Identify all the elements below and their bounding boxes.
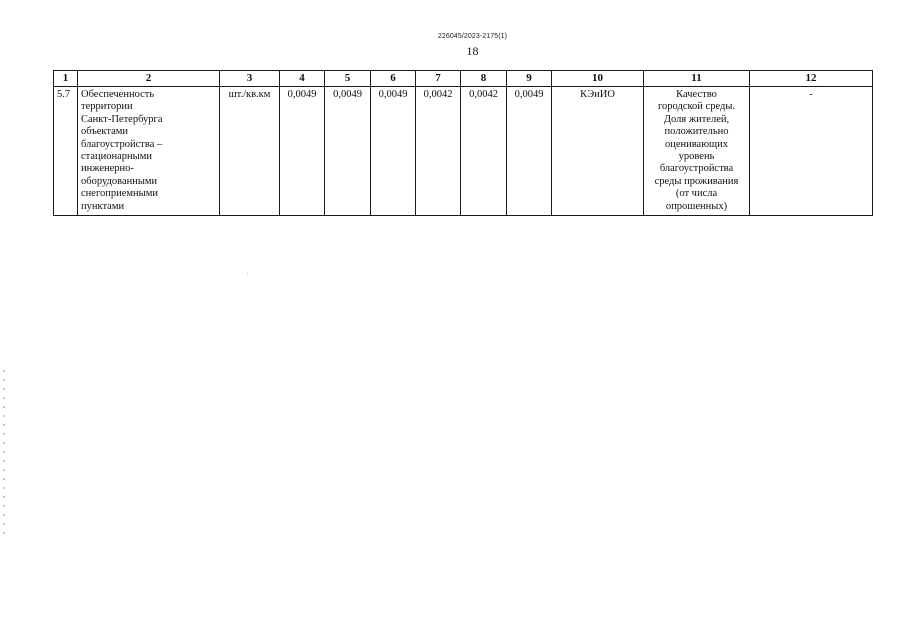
source-line: опрошенных) <box>665 200 728 212</box>
document-id: 226045/2023-2175(1) <box>437 33 508 40</box>
table-header-row <box>54 71 873 87</box>
value-cell: 0,0049 <box>507 87 552 216</box>
scan-margin-marks <box>3 370 5 540</box>
value-cell: 0,0049 <box>371 87 416 216</box>
header-cell-4: 4 <box>280 71 325 87</box>
header-cell-5: 5 <box>325 71 371 87</box>
indicator-name-line: стационарными <box>81 151 152 163</box>
indicator-name-line: пунктами <box>81 200 125 212</box>
indicator-name-line: объектами <box>81 126 129 138</box>
source-line: среды проживания <box>654 175 739 187</box>
note-cell: - <box>750 87 873 216</box>
indicator-name-line: инженерно- <box>81 163 134 175</box>
indicator-name-line: Обеспеченность <box>81 89 155 100</box>
header-cell-8: 8 <box>461 71 507 87</box>
header-cell-1: 1 <box>54 71 78 87</box>
source-line: положительно <box>664 126 729 138</box>
value-cell: 0,0049 <box>280 87 325 216</box>
source-line: благоустройства <box>659 163 734 175</box>
source-cell <box>644 87 750 216</box>
source-line: городской среды. <box>657 101 735 113</box>
page-number: 18 <box>466 44 479 58</box>
indicator-name-cell <box>78 87 220 216</box>
row-number-cell: 5.7 <box>54 87 78 216</box>
value-cell: 0,0049 <box>325 87 371 216</box>
table-row <box>54 87 873 216</box>
source-line: Качество <box>676 89 717 100</box>
header-cell-12: 12 <box>750 71 873 87</box>
unit-cell: шт./кв.км <box>220 87 280 216</box>
source-line: оценивающих <box>664 138 729 150</box>
source-line: Доля жителей, <box>663 113 730 125</box>
header-cell-9: 9 <box>507 71 552 87</box>
indicator-name-line: оборудованными <box>81 175 158 187</box>
value-cell: 0,0042 <box>461 87 507 216</box>
header-cell-10: 10 <box>552 71 644 87</box>
header-cell-2: 2 <box>78 71 220 87</box>
value-cell: 0,0042 <box>416 87 461 216</box>
indicator-name-line: благоустройства – <box>81 138 163 150</box>
header-cell-6: 6 <box>371 71 416 87</box>
indicator-name-line: Санкт-Петербурга <box>81 113 163 125</box>
scan-speck <box>247 273 248 274</box>
header-cell-11: 11 <box>644 71 750 87</box>
header-cell-3: 3 <box>220 71 280 87</box>
source-line: (от числа <box>675 188 718 200</box>
responsible-cell: КЭиИО <box>552 87 644 216</box>
source-line: уровень <box>678 151 715 163</box>
header-cell-7: 7 <box>416 71 461 87</box>
indicator-name-line: территории <box>81 101 133 113</box>
indicators-table <box>53 70 873 216</box>
indicator-name-line: снегоприемными <box>81 188 158 200</box>
